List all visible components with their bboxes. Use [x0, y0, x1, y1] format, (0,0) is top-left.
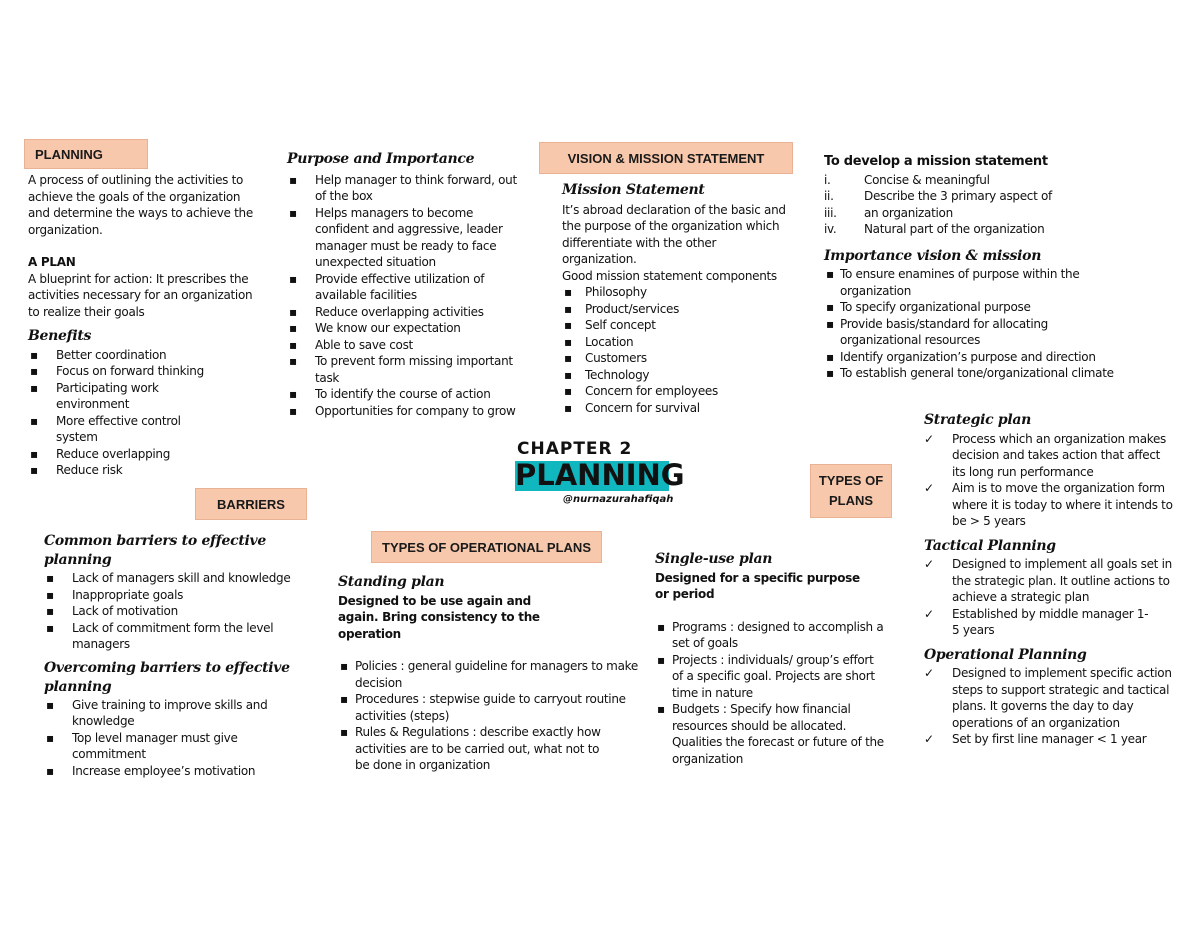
operational-planning-title: Operational Planning	[924, 646, 1087, 663]
purpose-column	[287, 151, 527, 419]
barriers-column	[44, 532, 314, 779]
list-item: ▪ Self concept	[562, 317, 792, 334]
overcoming-barriers-list	[44, 697, 314, 780]
list-item: ▪ Philosophy	[562, 284, 792, 301]
list-item: ✓ Aim is to move the organization form where it is today to where it intends to be > 5 years	[924, 480, 1174, 530]
operational-plans-header: TYPES OF OPERATIONAL PLANS	[371, 531, 602, 563]
benefits-list	[28, 347, 260, 479]
list-item: ▪ Better coordination	[28, 347, 260, 364]
list-item: ▪ Lack of managers skill and knowledge	[44, 570, 314, 587]
plan-title: A PLAN	[28, 255, 76, 269]
chapter-label: CHAPTER 2	[517, 439, 633, 459]
list-item: ▪ Rules & Regulations : describe exactly how activities are to be carried out, what not to be done in organization	[338, 724, 615, 774]
standing-plan-column	[338, 574, 638, 774]
list-item: ▪ Able to save cost	[287, 337, 527, 354]
list-item: ▪ Identify organization’s purpose and direction	[824, 349, 1144, 366]
list-item: ▪ Provide effective utilization of available facilities	[287, 271, 527, 304]
list-item: ▪ Give training to improve skills and knowledge	[44, 697, 282, 730]
strategic-plan-list	[924, 431, 1174, 530]
mission-column	[562, 182, 792, 416]
single-use-plan-subtitle: Designed for a specific purpose or period	[655, 570, 860, 601]
common-barriers-title: Common barriers to effective planning	[44, 533, 266, 568]
develop-list	[824, 172, 1144, 238]
list-item: ▪ To specify organizational purpose	[824, 299, 1144, 316]
list-item: ▪ Reduce overlapping	[28, 446, 260, 463]
list-item: ▪ Opportunities for company to grow	[287, 403, 527, 420]
list-item: ▪ Provide basis/standard for allocating organizational resources	[824, 316, 1130, 349]
list-item: ▪ Location	[562, 334, 792, 351]
purpose-list	[287, 172, 527, 420]
list-item: ▪ To prevent form missing important task	[287, 353, 527, 386]
list-item: i. Concise & meaningful	[824, 172, 990, 187]
standing-plan-title: Standing plan	[338, 574, 445, 590]
list-item: ▪ We know our expectation	[287, 320, 527, 337]
list-item: ▪ Concern for survival	[562, 400, 792, 417]
list-item: ▪ Lack of motivation	[44, 603, 314, 620]
operational-planning-list	[924, 665, 1174, 748]
types-of-plans-header: TYPES OF PLANS	[810, 464, 892, 518]
list-item: ▪ Reduce overlapping activities	[287, 304, 527, 321]
components-label: Good mission statement components	[562, 268, 777, 283]
list-item: ▪ Policies : general guideline for managers to make decision	[338, 658, 638, 691]
list-item: ▪ Increase employee’s motivation	[44, 763, 314, 780]
mission-title: Mission Statement	[562, 182, 705, 198]
list-item: ▪ Helps managers to become confident and aggressive, leader manager must be ready to face unexpected situation	[287, 205, 527, 271]
planning-definition: A process of outlining the activities to achieve the goals of the organization and determine the ways to achieve the organization.	[28, 173, 253, 237]
list-item: ✓ Process which an organization makes decision and takes action that affect its long run performance	[924, 431, 1174, 481]
list-item: ▪ Budgets : Specify how financial resources should be allocated. Qualities the forecast or future of the organization	[655, 701, 887, 767]
list-item: ▪ More effective control system	[28, 413, 196, 446]
types-of-plans-column	[924, 412, 1174, 748]
common-barriers-list	[44, 570, 314, 653]
purpose-title: Purpose and Importance	[287, 151, 475, 167]
develop-title: To develop a mission statement	[824, 154, 1048, 169]
importance-list	[824, 266, 1144, 382]
list-item: ▪ Product/services	[562, 301, 792, 318]
list-item: ▪ Top level manager must give commitment	[44, 730, 314, 763]
single-use-plan-list	[655, 619, 887, 768]
importance-title: Importance vision & mission	[824, 247, 1042, 264]
standing-plan-subtitle: Designed to be use again and again. Bring consistency to the operation	[338, 593, 540, 641]
planning-header: PLANNING	[24, 139, 148, 169]
list-item: ▪ To identify the course of action	[287, 386, 527, 403]
list-item: iii. an organization	[824, 205, 953, 220]
list-item: ▪ Procedures : stepwise guide to carryout routine activities (steps)	[338, 691, 638, 724]
list-item: ▪ Participating work environment	[28, 380, 186, 413]
benefits-title: Benefits	[28, 328, 92, 344]
list-item: ✓ Designed to implement specific action steps to support strategic and tactical plans. It governs the day to day operations of an organization	[924, 665, 1177, 731]
tactical-planning-title: Tactical Planning	[924, 537, 1056, 554]
vision-mission-header: VISION & MISSION STATEMENT	[539, 142, 793, 174]
tactical-planning-list	[924, 556, 1174, 639]
list-item: ii. Describe the 3 primary aspect of	[824, 189, 1052, 203]
list-item: ✓ Set by first line manager < 1 year	[924, 731, 1174, 748]
single-use-plan-column	[655, 551, 887, 767]
list-item: ✓ Established by middle manager 1-5 years	[924, 606, 1152, 639]
list-item: ▪ To establish general tone/organizational climate	[824, 365, 1144, 382]
list-item: ▪ Focus on forward thinking	[28, 363, 260, 380]
barriers-header: BARRIERS	[195, 488, 307, 520]
list-item: ▪ Projects : individuals/ group’s effort of a specific goal. Projects are short time in nature	[655, 652, 887, 702]
single-use-plan-title: Single-use plan	[655, 551, 773, 567]
overcoming-barriers-title: Overcoming barriers to effective planning	[44, 659, 290, 695]
mission-text: It’s abroad declaration of the basic and the purpose of the organization which differentiate with the other organization.	[562, 202, 786, 266]
components-list	[562, 284, 792, 416]
main-title: PLANNING	[515, 458, 685, 492]
author-handle: @nurnazurahafiqah	[563, 494, 674, 505]
standing-plan-list	[338, 658, 638, 774]
plan-text: A blueprint for action: It prescribes the activities necessary for an organization to realize their goals	[28, 271, 253, 319]
list-item: ▪ Programs : designed to accomplish a set of goals	[655, 619, 887, 652]
list-item: ✓ Designed to implement all goals set in the strategic plan. It outline actions to achieve a strategic plan	[924, 556, 1174, 606]
list-item: ▪ To ensure enamines of purpose within the organization	[824, 266, 1144, 299]
list-item: ▪ Reduce risk	[28, 462, 260, 479]
list-item: ▪ Concern for employees	[562, 383, 792, 400]
list-item: iv. Natural part of the organization	[824, 222, 1045, 236]
list-item: ▪ Lack of commitment form the level managers	[44, 620, 282, 653]
strategic-plan-title: Strategic plan	[924, 412, 1032, 428]
planning-column	[28, 172, 260, 479]
list-item: ▪ Customers	[562, 350, 792, 367]
develop-column	[824, 154, 1144, 382]
list-item: ▪ Inappropriate goals	[44, 587, 314, 604]
list-item: ▪ Help manager to think forward, out of the box	[287, 172, 527, 205]
list-item: ▪ Technology	[562, 367, 792, 384]
